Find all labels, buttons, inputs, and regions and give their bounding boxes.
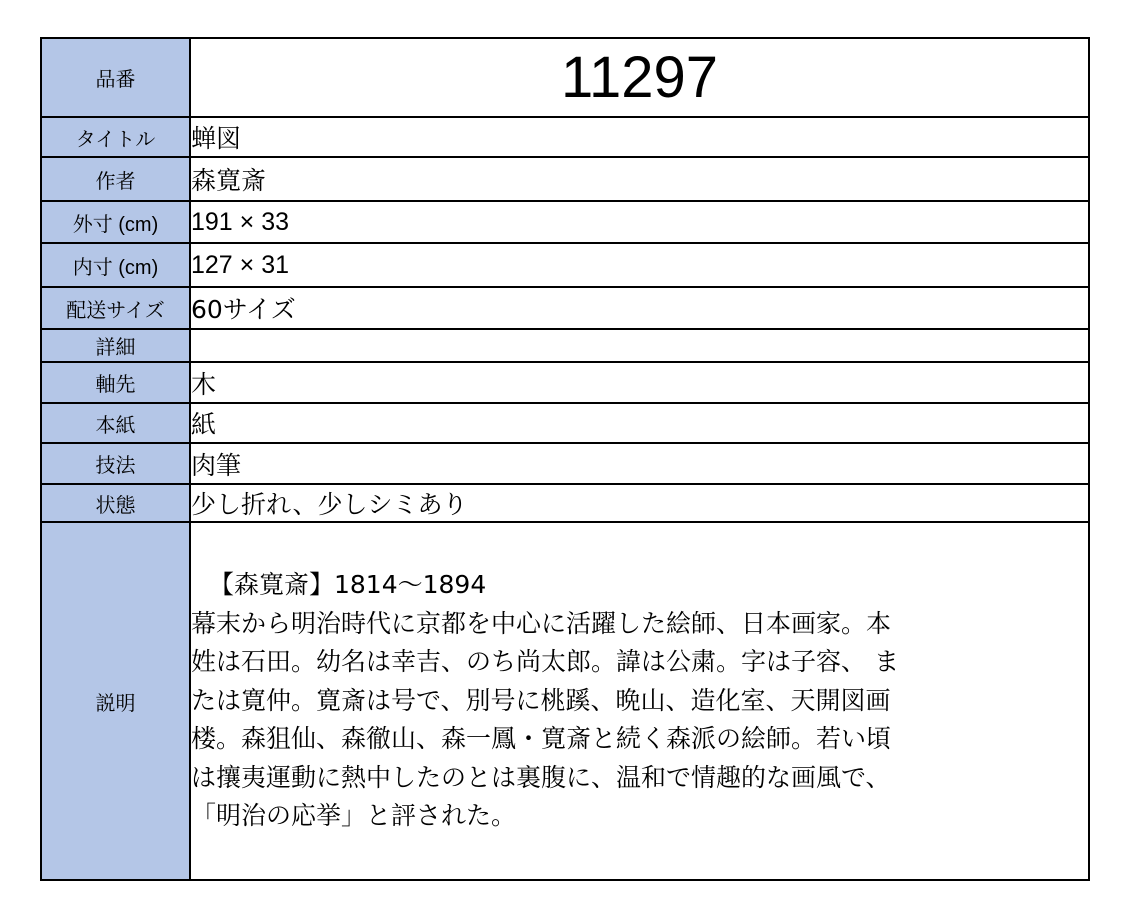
- row-technique: [41, 443, 1089, 484]
- technique-label: 技法: [41, 443, 190, 484]
- description-value: [190, 522, 1089, 880]
- inner-size-value: 127 × 31: [190, 243, 1089, 287]
- row-outer-size: [41, 201, 1089, 243]
- base-material-label: 本紙: [41, 403, 190, 443]
- shipping-size-value: 60サイズ: [190, 287, 1089, 329]
- artist-value: 森寛斎: [190, 157, 1089, 201]
- description-label: 説明: [41, 522, 190, 880]
- row-item-number: [41, 38, 1089, 117]
- title-value: 蝉図: [190, 117, 1089, 157]
- outer-size-value: 191 × 33: [190, 201, 1089, 243]
- item-number-value: 11297: [190, 38, 1089, 117]
- base-material-value: 紙: [190, 403, 1089, 443]
- row-details: [41, 329, 1089, 362]
- inner-size-label: 内寸 (cm): [41, 243, 190, 287]
- roller-ends-value: 木: [190, 362, 1089, 403]
- condition-value: 少し折れ、少しシミあり: [190, 484, 1089, 522]
- row-base-material: [41, 403, 1089, 443]
- item-number-label: 品番: [41, 38, 190, 117]
- outer-size-label: 外寸 (cm): [41, 201, 190, 243]
- row-artist: [41, 157, 1089, 201]
- technique-value: 肉筆: [190, 443, 1089, 484]
- roller-ends-label: 軸先: [41, 362, 190, 403]
- condition-label: 状態: [41, 484, 190, 522]
- title-label: タイトル: [41, 117, 190, 157]
- description-line: たは寛仲。寛斎は号で、別号に桃蹊、晩山、造化室、天開図画: [191, 685, 891, 715]
- row-title: [41, 117, 1089, 157]
- description-line: は攘夷運動に熱中したのとは裏腹に、温和で情趣的な画風で、: [191, 762, 891, 792]
- description-line: 「明治の応挙」と評された。: [191, 801, 517, 831]
- row-roller-ends: [41, 362, 1089, 403]
- item-spec-table: [40, 37, 1090, 881]
- artist-label: 作者: [41, 157, 190, 201]
- description-line: 姓は石田。幼名は幸吉、のち尚太郎。諱は公粛。字は子容、 ま: [191, 647, 899, 677]
- row-condition: [41, 484, 1089, 522]
- description-heading: 【森寛斎】1814〜1894: [209, 570, 487, 600]
- details-value: [190, 329, 1089, 362]
- details-label: 詳細: [41, 329, 190, 362]
- row-shipping-size: [41, 287, 1089, 329]
- row-description: [41, 522, 1089, 880]
- shipping-size-label: 配送サイズ: [41, 287, 190, 329]
- description-line: 楼。森狙仙、森徹山、森一鳳・寛斎と続く森派の絵師。若い頃: [191, 724, 892, 754]
- row-inner-size: [41, 243, 1089, 287]
- description-line: 幕末から明治時代に京都を中心に活躍した絵師、日本画家。本: [191, 608, 892, 638]
